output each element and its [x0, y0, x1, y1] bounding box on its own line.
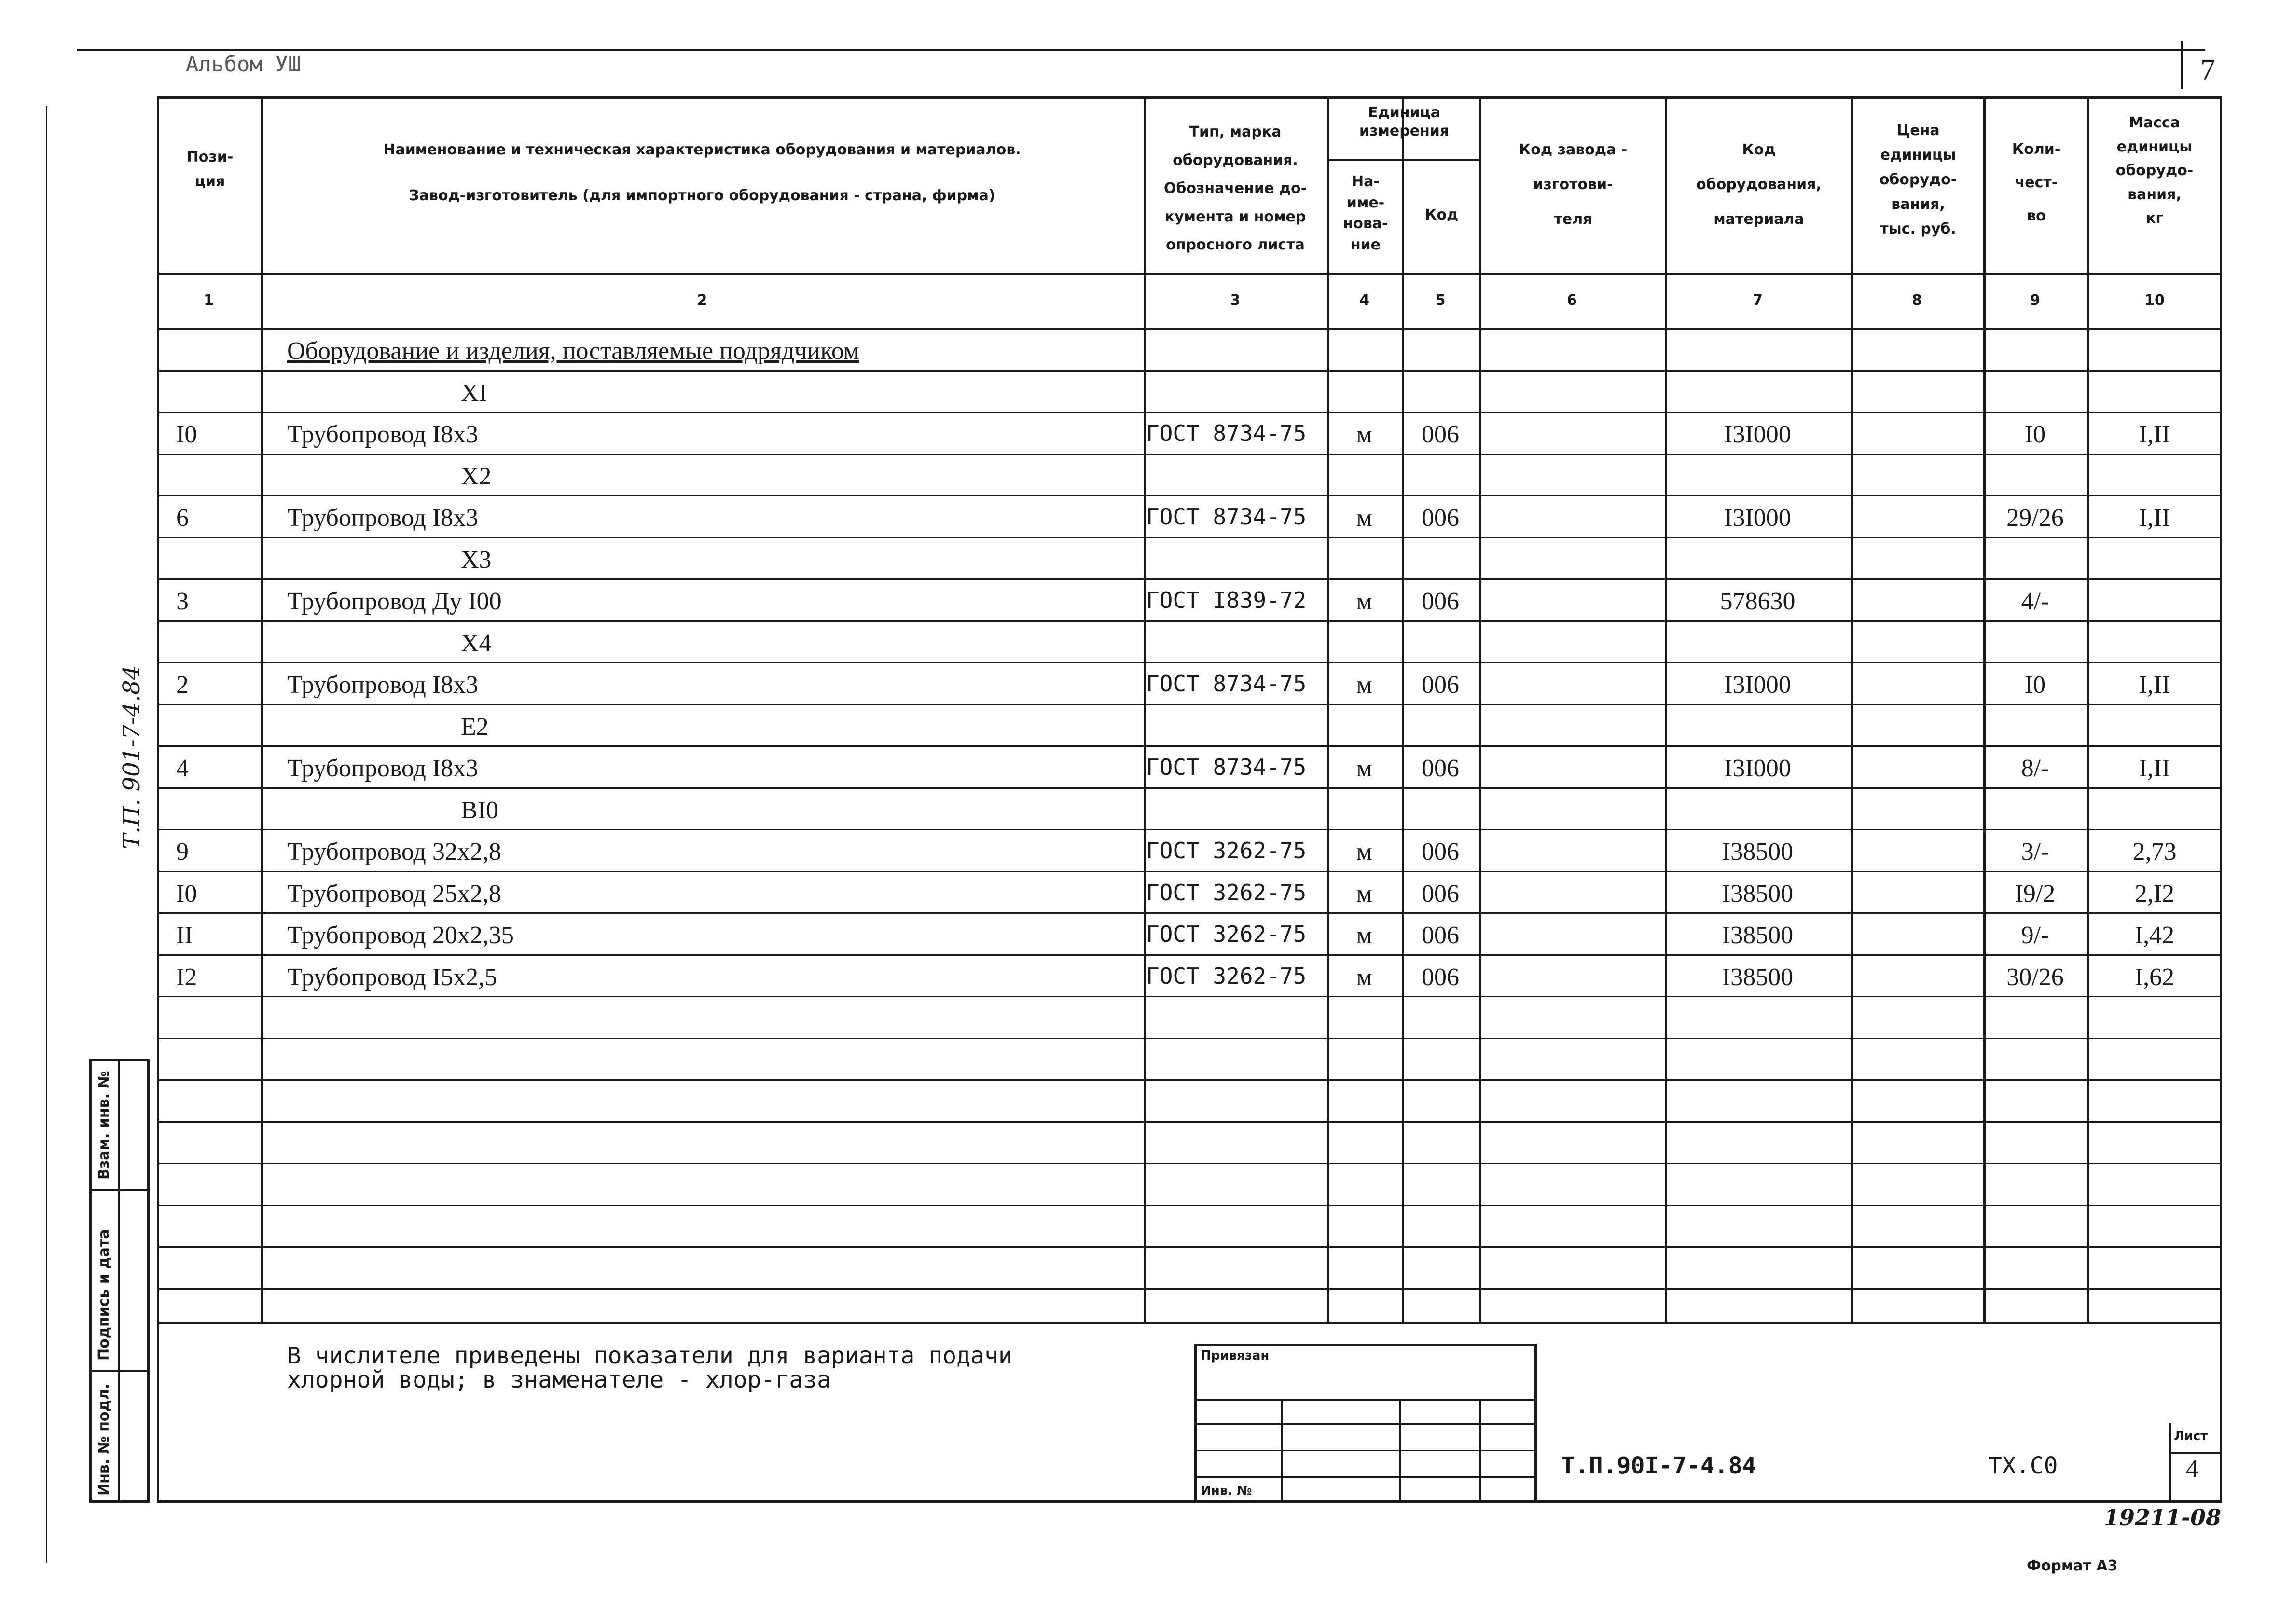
cell-code: 006: [1422, 504, 1459, 532]
cell-doc: ГОСТ 3262-75: [1146, 880, 1307, 906]
row-rule: [157, 1079, 2222, 1081]
cell-pos: II: [176, 922, 193, 949]
row-rule: [157, 662, 2222, 663]
cell-doc: ГОСТ 3262-75: [1146, 963, 1307, 989]
column-number: 4: [1359, 292, 1369, 309]
privyazan-label: Привязан: [1201, 1349, 1270, 1363]
header-position: Пози- ция: [186, 149, 234, 190]
column-number: 6: [1567, 292, 1577, 309]
cell-code: 006: [1422, 963, 1459, 991]
cell-unit: м: [1356, 880, 1372, 908]
column-divider: [1983, 96, 1986, 1322]
cell-doc: ГОСТ 3262-75: [1146, 838, 1307, 864]
side-label-inv-podl: Инв. № подл.: [96, 1383, 112, 1496]
footnote: В числителе приведены показатели для варианта подачи хлорной воды; в знаменателе - хлор-газа: [287, 1342, 1012, 1394]
handwritten-doc-code: Т.П. 901-7-4.84: [118, 665, 145, 849]
cell-equip: 578630: [1720, 588, 1796, 615]
cell-pos: I2: [176, 963, 197, 991]
album-title: Альбом УШ: [186, 52, 301, 77]
sheet-label: Лист: [2174, 1429, 2208, 1444]
cell-name: Оборудование и изделия, поставляемые подрядчиком: [287, 337, 859, 365]
column-divider: [1327, 96, 1329, 1322]
cell-name: X4: [461, 630, 492, 657]
column-number: 5: [1435, 292, 1446, 309]
cell-doc: ГОСТ 8734-75: [1146, 754, 1307, 780]
row-rule: [157, 412, 2222, 413]
cell-name: Трубопровод 25x2,8: [287, 880, 501, 908]
cell-mass: I,42: [2134, 922, 2175, 949]
cell-mass: I,62: [2134, 963, 2175, 991]
cell-equip: I38500: [1722, 880, 1794, 908]
cell-name: Трубопровод I5x2,5: [287, 963, 497, 991]
row-rule: [157, 620, 2222, 622]
cell-equip: I3I000: [1724, 504, 1791, 532]
header-name-line1: Наименование и техническая характеристика оборудования и материалов.: [383, 141, 1021, 158]
doc-code: Т.П.90I-7-4.84: [1561, 1452, 1756, 1479]
cell-qty: 3/-: [2021, 838, 2049, 866]
sheet-number: 4: [2186, 1455, 2198, 1483]
column-number: 1: [204, 292, 214, 309]
row-rule: [157, 954, 2222, 956]
cell-name: Трубопровод Ду I00: [287, 588, 502, 615]
row-rule: [157, 454, 2222, 455]
cell-doc: ГОСТ 8734-75: [1146, 420, 1307, 446]
cell-doc: ГОСТ I839-72: [1146, 587, 1307, 613]
cell-unit: м: [1356, 922, 1372, 949]
header-unit-price: Цена единицы оборудо- вания, тыс. руб.: [1879, 122, 1957, 237]
column-number: 10: [2144, 292, 2165, 309]
cell-qty: 8/-: [2021, 755, 2049, 782]
row-rule: [157, 370, 2222, 372]
inv-no-label: Инв. №: [1201, 1484, 1252, 1498]
header-unit-code: Код: [1424, 206, 1459, 223]
cell-name: X3: [461, 546, 492, 574]
cell-name: Трубопровод 32x2,8: [287, 838, 501, 866]
column-divider: [2087, 96, 2089, 1322]
row-rule: [157, 829, 2222, 830]
cell-equip: I38500: [1722, 838, 1794, 866]
column-number: 2: [697, 292, 707, 309]
row-rule: [157, 745, 2222, 747]
cell-unit: м: [1356, 504, 1372, 532]
cell-equip: I38500: [1722, 922, 1794, 949]
cell-doc: ГОСТ 3262-75: [1146, 921, 1307, 947]
cell-pos: 4: [176, 755, 189, 782]
column-divider: [1479, 96, 1481, 1322]
table-rule: [157, 1322, 2222, 1324]
cell-name: BI0: [461, 797, 498, 824]
cell-qty: 4/-: [2021, 588, 2049, 615]
row-rule: [157, 871, 2222, 872]
cell-qty: 29/26: [2006, 504, 2064, 532]
cell-unit: м: [1356, 421, 1372, 448]
column-divider: [1851, 96, 1853, 1322]
cell-mass: I,II: [2139, 755, 2170, 782]
page-number: 7: [2200, 54, 2215, 86]
cell-equip: I3I000: [1724, 671, 1791, 699]
cell-code: 006: [1422, 421, 1459, 448]
column-divider: [1402, 96, 1404, 1322]
cell-name: Трубопровод I8x3: [287, 504, 479, 532]
column-divider: [261, 96, 263, 1322]
side-label-podpis: Подпись и дата: [96, 1229, 112, 1361]
header-equipment-code: Код оборудования, материала: [1696, 141, 1822, 228]
cell-code: 006: [1422, 838, 1459, 866]
cell-qty: I9/2: [2015, 880, 2056, 908]
handwritten-number: 19211-08: [2104, 1504, 2222, 1530]
format-label: Формат А3: [2027, 1557, 2118, 1574]
cell-code: 006: [1422, 922, 1459, 949]
cell-unit: м: [1356, 588, 1372, 615]
cell-name: Трубопровод 20x2,35: [287, 922, 514, 949]
cell-name: X2: [461, 463, 492, 490]
cell-qty: I0: [2024, 421, 2046, 448]
cell-name: E2: [461, 713, 489, 741]
cell-mass: I,II: [2139, 504, 2170, 532]
cell-name: Трубопровод I8x3: [287, 755, 479, 782]
cell-pos: 3: [176, 588, 189, 615]
row-rule: [157, 1288, 2222, 1290]
header-plant-code: Код завода - изготови- теля: [1519, 141, 1628, 228]
cell-unit: м: [1356, 671, 1372, 699]
header-name-line2: Завод-изготовитель (для импортного оборудования - страна, фирма): [409, 187, 995, 204]
row-rule: [157, 1205, 2222, 1206]
cell-equip: I38500: [1722, 963, 1794, 991]
row-rule: [157, 1121, 2222, 1123]
cell-pos: I0: [176, 421, 197, 448]
column-number: 9: [2030, 292, 2040, 309]
cell-pos: I0: [176, 880, 197, 908]
cell-unit: м: [1356, 755, 1372, 782]
cell-name: Трубопровод I8x3: [287, 421, 479, 448]
cell-pos: 9: [176, 838, 189, 866]
column-divider: [1144, 96, 1146, 1322]
cell-mass: 2,I2: [2134, 880, 2175, 908]
cell-doc: ГОСТ 8734-75: [1146, 671, 1307, 697]
table-rule: [157, 273, 2222, 275]
cell-code: 006: [1422, 588, 1459, 615]
cell-code: 006: [1422, 671, 1459, 699]
column-number: 7: [1753, 292, 1763, 309]
cell-mass: I,II: [2139, 671, 2170, 699]
cell-equip: I3I000: [1724, 755, 1791, 782]
cell-unit: м: [1356, 963, 1372, 991]
cell-mass: 2,73: [2132, 838, 2177, 866]
row-rule: [157, 912, 2222, 914]
column-divider: [1665, 96, 1667, 1322]
cell-pos: 6: [176, 504, 189, 532]
header-type-doc: Тип, марка оборудования. Обозначение до- кумента и номер опросного листа: [1163, 124, 1307, 253]
row-rule: [157, 1038, 2222, 1039]
cell-pos: 2: [176, 671, 189, 699]
row-rule: [157, 1163, 2222, 1164]
column-number: 3: [1230, 292, 1241, 309]
cell-code: 006: [1422, 755, 1459, 782]
side-label-vzam: Взам. инв. №: [96, 1071, 112, 1180]
row-rule: [157, 1246, 2222, 1248]
cell-qty: 9/-: [2021, 922, 2049, 949]
header-unit-mass: Масса единицы оборудо- вания, кг: [2115, 114, 2194, 227]
header-unit-group: Единица измерения: [1359, 104, 1450, 139]
unit-group-divider: [1327, 159, 1479, 161]
table-rule: [157, 328, 2222, 330]
header-quantity: Коли- чест- во: [2012, 141, 2061, 224]
cell-unit: м: [1356, 838, 1372, 866]
row-rule: [157, 704, 2222, 705]
row-rule: [157, 495, 2222, 496]
row-rule: [157, 787, 2222, 789]
row-rule: [157, 537, 2222, 538]
cell-qty: I0: [2024, 671, 2046, 699]
section-code: TX.C0: [1988, 1452, 2058, 1479]
row-rule: [157, 996, 2222, 997]
row-rule: [157, 578, 2222, 580]
header-unit-name: На- име- нова- ние: [1343, 173, 1388, 253]
cell-qty: 30/26: [2006, 963, 2064, 991]
cell-mass: I,II: [2139, 421, 2170, 448]
cell-code: 006: [1422, 880, 1459, 908]
cell-doc: ГОСТ 8734-75: [1146, 504, 1307, 530]
cell-equip: I3I000: [1724, 421, 1791, 448]
cell-name: XI: [461, 379, 487, 407]
cell-name: Трубопровод I8x3: [287, 671, 479, 699]
column-number: 8: [1912, 292, 1922, 309]
